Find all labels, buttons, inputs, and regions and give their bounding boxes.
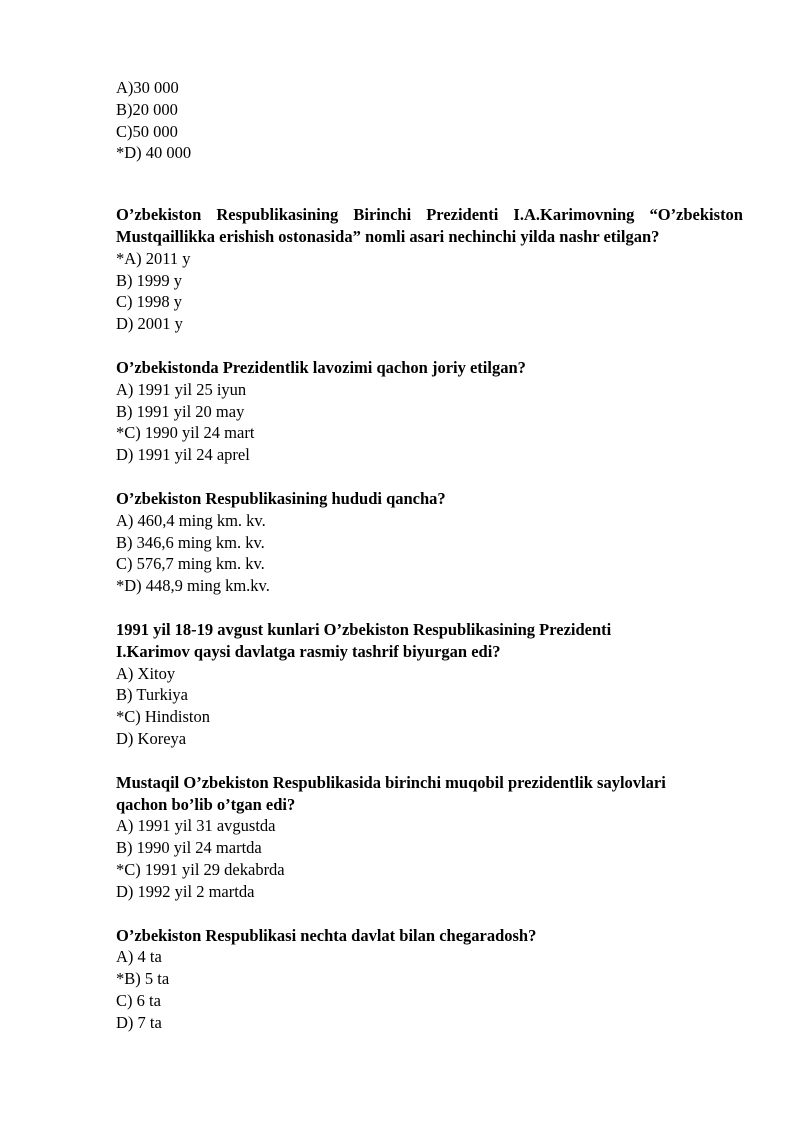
answer-option-d: D) 7 ta xyxy=(116,1012,162,1032)
answer-option-c: C) 1998 y xyxy=(116,292,182,312)
answer-option-c: *C) 1990 yil 24 mart xyxy=(116,423,255,443)
answer-option-d: D) 2001 y xyxy=(116,314,183,334)
answer-option-d: *D) 448,9 ming km.kv. xyxy=(116,576,270,596)
answer-option-d: D) Koreya xyxy=(116,728,187,748)
answer-option-d: D) 1992 yil 2 martda xyxy=(116,881,255,901)
answer-option-b: *B) 5 ta xyxy=(116,969,170,989)
question-block-4 xyxy=(116,619,743,750)
answer-option-a: *A) 2011 y xyxy=(116,248,191,268)
answer-option-a: A) 1991 yil 31 avgustda xyxy=(116,816,276,836)
question-block-previous-options xyxy=(116,77,743,164)
answer-option-c: C)50 000 xyxy=(116,121,178,141)
question-block-3 xyxy=(116,488,743,597)
answer-option-b: B)20 000 xyxy=(116,99,178,119)
answer-option-c: *C) 1991 yil 29 dekabrda xyxy=(116,859,285,879)
answer-option-c: *C) Hindiston xyxy=(116,707,210,727)
question-text-line-2: qachon bo’lib o’tgan edi? xyxy=(116,794,296,814)
answer-option-a: A) 460,4 ming km. kv. xyxy=(116,510,266,530)
document-page xyxy=(116,77,743,1033)
question-text: O’zbekiston Respublikasining Birinchi Prezidenti I.A.Karimovning “O’zbekiston Mustqaillikka erishish ostonasida” nomli asari nechinchi yilda nashr etilgan? xyxy=(116,205,743,246)
answer-option-b: B) Turkiya xyxy=(116,685,188,705)
answer-option-a: A) 1991 yil 25 iyun xyxy=(116,379,247,399)
answer-option-d: D) 1991 yil 24 aprel xyxy=(116,445,250,465)
answer-option-c: C) 6 ta xyxy=(116,990,161,1010)
answer-option-d: *D) 40 000 xyxy=(116,143,192,163)
answer-option-b: B) 1991 yil 20 may xyxy=(116,401,245,421)
question-block-2 xyxy=(116,357,743,466)
answer-option-a: A)30 000 xyxy=(116,78,179,97)
answer-option-a: A) 4 ta xyxy=(116,947,162,967)
question-text: O’zbekistonda Prezidentlik lavozimi qachon joriy etilgan? xyxy=(116,357,526,377)
answer-option-b: B) 346,6 ming km. kv. xyxy=(116,532,265,552)
question-block-5 xyxy=(116,772,743,903)
question-text-line-1: 1991 yil 18-19 avgust kunlari O’zbekiston Respublikasining Prezidenti xyxy=(116,619,612,639)
answer-option-b: B) 1999 y xyxy=(116,270,182,290)
answer-option-b: B) 1990 yil 24 martda xyxy=(116,838,262,858)
question-text-line-2: I.Karimov qaysi davlatga rasmiy tashrif biyurgan edi? xyxy=(116,641,501,661)
question-text-line-1: Mustaqil O’zbekiston Respublikasida birinchi muqobil prezidentlik saylovlari xyxy=(116,772,666,792)
question-text: O’zbekiston Respublikasining hududi qancha? xyxy=(116,488,446,508)
answer-option-a: A) Xitoy xyxy=(116,663,176,683)
question-block-1 xyxy=(116,204,743,335)
answer-option-c: C) 576,7 ming km. kv. xyxy=(116,554,265,574)
question-text: O’zbekiston Respublikasi nechta davlat bilan chegaradosh? xyxy=(116,925,537,945)
question-block-6 xyxy=(116,925,743,1034)
